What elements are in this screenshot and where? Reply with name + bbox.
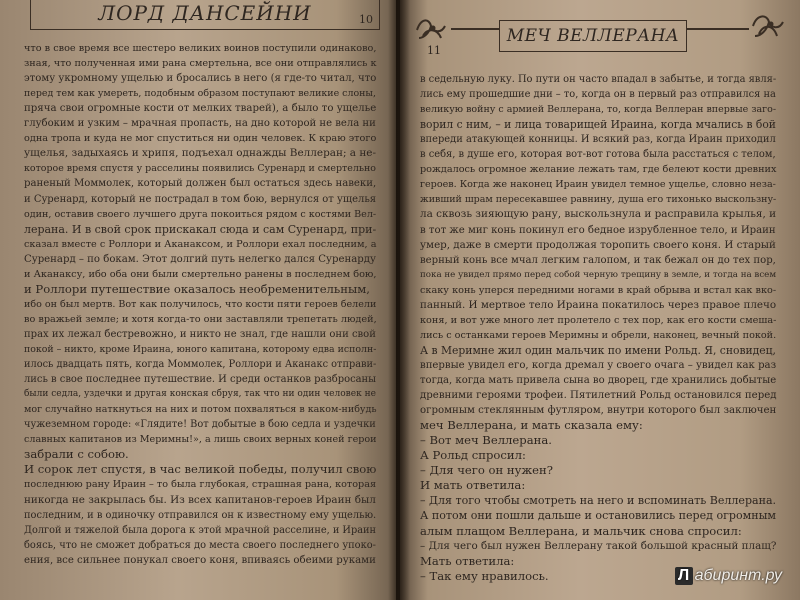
text-line: были седла, уздечки и другая конская сбруя, так что ни один человек не [24, 389, 376, 400]
text-line: впервые увидел его, когда дремал у своего очага – увидел как раз [420, 359, 777, 371]
text-line: ения, все сильнее понукал своего коня, впиваясь обеими руками [24, 554, 376, 566]
text-line: меч Веллерана, и мать сказала ему: [420, 418, 643, 433]
book-spine [388, 0, 410, 600]
labirint-watermark [675, 567, 782, 585]
left-ornament-icon [415, 16, 451, 42]
text-line: последнюю рану Ираин – то была глубокая, страшная рана, которая [24, 479, 377, 491]
text-line: И мать ответила: [420, 478, 526, 493]
text-line: лись ему прошедшие дни – то, когда он в первый раз отправился на [420, 89, 776, 101]
text-line: ущелья, задыхаясь и хрипя, подъехал однажды Веллеран; а не- [24, 147, 376, 160]
left-header-title: ЛОРД ДАНСЕЙНИ [98, 1, 312, 25]
text-line: илось двадцать пять, когда Моммолек, Роллори и Аканакс отправи- [24, 359, 377, 371]
text-line: А в Меримне жил один мальчик по имени Рольд. Я, сновидец, [420, 343, 776, 357]
right-ornament-icon [749, 10, 787, 40]
text-line: перед тем как умереть, подобным образом поступают великие слоны, [24, 88, 376, 100]
watermark-text: абиринт.ру [694, 567, 782, 584]
header-rule-left [451, 28, 499, 30]
text-line: одна тропа и куда не мог спуститься ни один человек. К краю этого [24, 133, 377, 145]
text-line: ла сквозь зияющую рану, выскользнула и расправила крылья, и [420, 208, 777, 221]
text-line: один, оставив своего лучшего друга покоиться рядом с костями Вел- [24, 208, 377, 220]
watermark-badge: Л [675, 567, 693, 585]
text-line: никогда не закрылась бы. Из всех капитанов-героев Ираин был [24, 493, 376, 506]
text-line: впереди атакующей конницы. И всякий раз, когда Ираин приходил [420, 134, 776, 146]
text-line: алым плащом Веллерана, и мальчик снова спросил: [420, 523, 742, 538]
right-page-number: 11 [427, 44, 441, 57]
text-line: славных капитанов из Меримны!», а лишь своих верных коней герои [24, 434, 377, 446]
text-line: этому укромному ущелью и бросались в него (я где-то читал, что [24, 73, 377, 85]
right-header-title: МЕЧ ВЕЛЛЕРАНА [506, 26, 680, 46]
text-line: А Рольд спросил: [420, 448, 526, 463]
text-line: И сорок лет спустя, в час великой победы, получил свою [24, 462, 377, 477]
text-line: в седельную луку. По пути он часто впадал в забытье, и тогда явля- [420, 74, 777, 85]
text-line: – Для того чтобы смотреть на него и вспоминать Веллерана. [420, 494, 777, 508]
text-line: сказал вместе с Роллори и Аканаксом, и Роллори ехал последним, а [24, 238, 377, 250]
text-line: боясь, что не сможет добраться до места своего последнего упоко- [24, 539, 377, 551]
text-line: А потом они пошли дальше и остановились перед огромным [420, 509, 776, 523]
right-page [400, 0, 800, 600]
text-line: умер, даже в смерти продолжая торопить своего коня. И старый [420, 238, 776, 251]
left-running-header [30, 0, 380, 30]
right-running-header [415, 22, 790, 62]
text-line: во вражьей земле; и хотя когда-то они заставляли трепетать людей, [24, 313, 377, 325]
text-line: ибо он был мертв. Вот как получилось, что кости пяти героев белели [24, 298, 377, 310]
text-line: и Роллори путешествие оказалось необременительным, [24, 281, 370, 296]
text-line: мог случайно наткнуться на них и потом похваляться в каком-нибудь [24, 404, 377, 416]
text-line: панный. И мертвое тело Ираина покатилось через правое плечо [420, 298, 777, 311]
text-line: героев. Когда же наконец Ираин увидел темное ущелье, словно неза- [420, 179, 776, 191]
text-line: пряча свои огромные кости от мелких тварей), а было то ущелье [24, 103, 377, 115]
text-line: прах их лежал бестревожно, и никто не знал, где нашли они свой [24, 328, 376, 340]
header-rule-right [687, 28, 749, 30]
text-line: последним, и в одиночку отправился он к известному ему ущелью. [24, 509, 377, 521]
text-line: раненый Моммолек, который должен был остаться здесь навеки, [24, 178, 377, 190]
text-line: и Суренард, который не пострадал в том бою, вернулся от ущелья [24, 193, 377, 205]
text-line: зная, что полученная ими рана смертельна, все они отправлялись к [24, 58, 377, 70]
text-line: – Так ему нравилось. [420, 568, 549, 583]
text-line: верный конь все мчал легким галопом, и так бежал он до тех пор, [420, 254, 776, 266]
left-page [0, 0, 396, 600]
text-line: Суренард – по бокам. Этот долгий путь нелегко дался Суренарду [24, 253, 376, 265]
text-line: – Для чего он нужен? [420, 463, 553, 478]
header-title-box [499, 20, 687, 52]
text-line: Мать ответила: [420, 553, 515, 568]
text-line: древними героями трофеи. Пятилетний Рольд остановился перед [420, 390, 777, 402]
text-line: – Для чего был нужен Веллерану такой большой красный плащ? [420, 539, 777, 552]
text-line: ворил с ним, – и лица товарищей Ираина, когда мчались в бой [420, 118, 776, 132]
text-line: скаку конь уперся передними ногами в край обрыва и встал как вко- [420, 284, 777, 296]
text-line: Долгой и тяжелой была дорога к этой мрачной расселине, и Ираин [24, 524, 377, 536]
text-line: которое время спустя у расселины появились Суренард и смертельно [24, 163, 376, 175]
text-line: забрали с собою. [24, 447, 129, 462]
text-line: великую войну с армией Веллерана, то, когда Веллеран впервые заго- [420, 104, 777, 116]
text-line: лись в свое последнее путешествие. И среди останков разбросаны [24, 374, 377, 386]
left-page-number: 10 [359, 13, 373, 26]
text-line: чужеземном городе: «Глядите! Вот добытые в бою седла и уздечки [24, 419, 376, 431]
text-line: тогда, когда мать привела сына во дворец, где хранились добытые [420, 375, 777, 386]
text-line: коня, и вот уже много лет пролетело с тех пор, как его кости смеша- [420, 314, 777, 326]
text-line: лись с останками героев Меримны и обрели, наконец, вечный покой. [420, 329, 777, 341]
text-line: пока не увидел прямо перед собой черную трещину в земле, и тогда на всем [420, 269, 777, 280]
text-line: в тот же миг конь покинул его бедное изрубленное тело, и Ираин [420, 224, 776, 236]
text-line: покой – никто, кроме Ираина, юного капитана, которому едва исполн- [24, 344, 377, 355]
text-line: живший шрам пересекавшее равнину, душа его тихонько выскользну- [420, 194, 777, 206]
text-line: – Вот меч Веллерана. [420, 433, 552, 448]
text-line: лерана. И в свой срок прискакал сюда и сам Суренард, при- [24, 222, 377, 236]
text-line: в себя, в душе его, которая вот-вот готова была расстаться с телом, [420, 149, 776, 161]
text-line: что в свое время все шестеро великих воинов поступили одинаково, [24, 43, 377, 54]
text-line: огромным стеклянным футляром, внутри которого был заключен [420, 405, 777, 417]
text-line: и Аканаксу, ибо оба они были смертельно ранены в последнем бою, [24, 268, 377, 280]
text-line: рождалось огромное желание лежать там, где белеют кости древних [420, 164, 777, 176]
text-line: глубоким и узким – мрачная пропасть, на дно которой не вела ни [24, 118, 376, 130]
